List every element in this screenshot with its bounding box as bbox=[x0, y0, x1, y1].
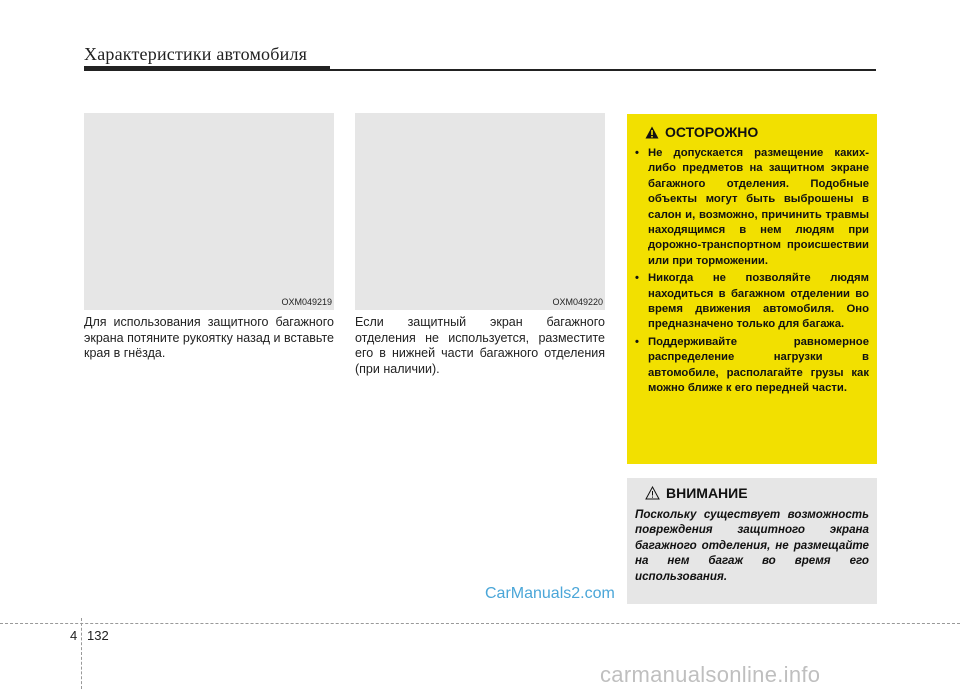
warning-triangle-icon bbox=[645, 126, 659, 139]
figure-placeholder-2 bbox=[355, 113, 605, 310]
caution-heading bbox=[645, 485, 748, 501]
site-watermark: carmanualsonline.info bbox=[600, 662, 821, 687]
warning-item: • Никогда не позволяйте людям находиться в багажном отделении во время движения автомобиля. Оно предназначено только для багажа. bbox=[635, 272, 869, 331]
header-rule-thin bbox=[330, 69, 876, 71]
page-number: 132 bbox=[87, 628, 109, 643]
footer-rule bbox=[0, 623, 960, 624]
header-rule-thick bbox=[84, 66, 330, 71]
watermark-link[interactable]: CarManuals2.com bbox=[485, 585, 615, 602]
caution-text: Поскольку существует возможность повреждения защитного экрана багажного отделения, не размещайте на нем багаж во время его использования. bbox=[635, 508, 869, 583]
figure-code-2: OXM049220 bbox=[552, 297, 603, 307]
warning-heading bbox=[645, 124, 758, 140]
footer-divider bbox=[81, 618, 82, 689]
chapter-number: 4 bbox=[70, 628, 78, 643]
warning-box bbox=[627, 114, 877, 464]
instruction-text-1: Для использования защитного багажного экрана потяните рукоятку назад и вставьте края в гнёзда. bbox=[84, 315, 334, 360]
caution-box bbox=[627, 478, 877, 604]
figure-placeholder-1 bbox=[84, 113, 334, 310]
figure-code-1: OXM049219 bbox=[281, 297, 332, 307]
warning-item: • Поддерживайте равномерное распределение нагрузки в автомобиле, располагайте грузы как можно ближе к его передней части. bbox=[635, 335, 869, 395]
warning-item: • Не допускается размещение каких-либо предметов на защитном экране багажного отделения. Подобные объекты могут быть выброшены в салон и, возможно, причинить травмы находящимся в нем людям при дорожно-транспортном происшествии или при торможении. bbox=[635, 147, 869, 267]
header-title: Характеристики автомобиля bbox=[84, 44, 308, 64]
warning-heading-label: ОСТОРОЖНО bbox=[665, 124, 759, 140]
warning-list bbox=[635, 146, 869, 399]
caution-triangle-icon bbox=[645, 486, 660, 500]
caution-heading-label: ВНИМАНИЕ bbox=[666, 485, 748, 501]
instruction-text-2: Если защитный экран багажного отделения не используется, разместите его в нижней части багажного отделения (при наличии). bbox=[355, 315, 605, 376]
